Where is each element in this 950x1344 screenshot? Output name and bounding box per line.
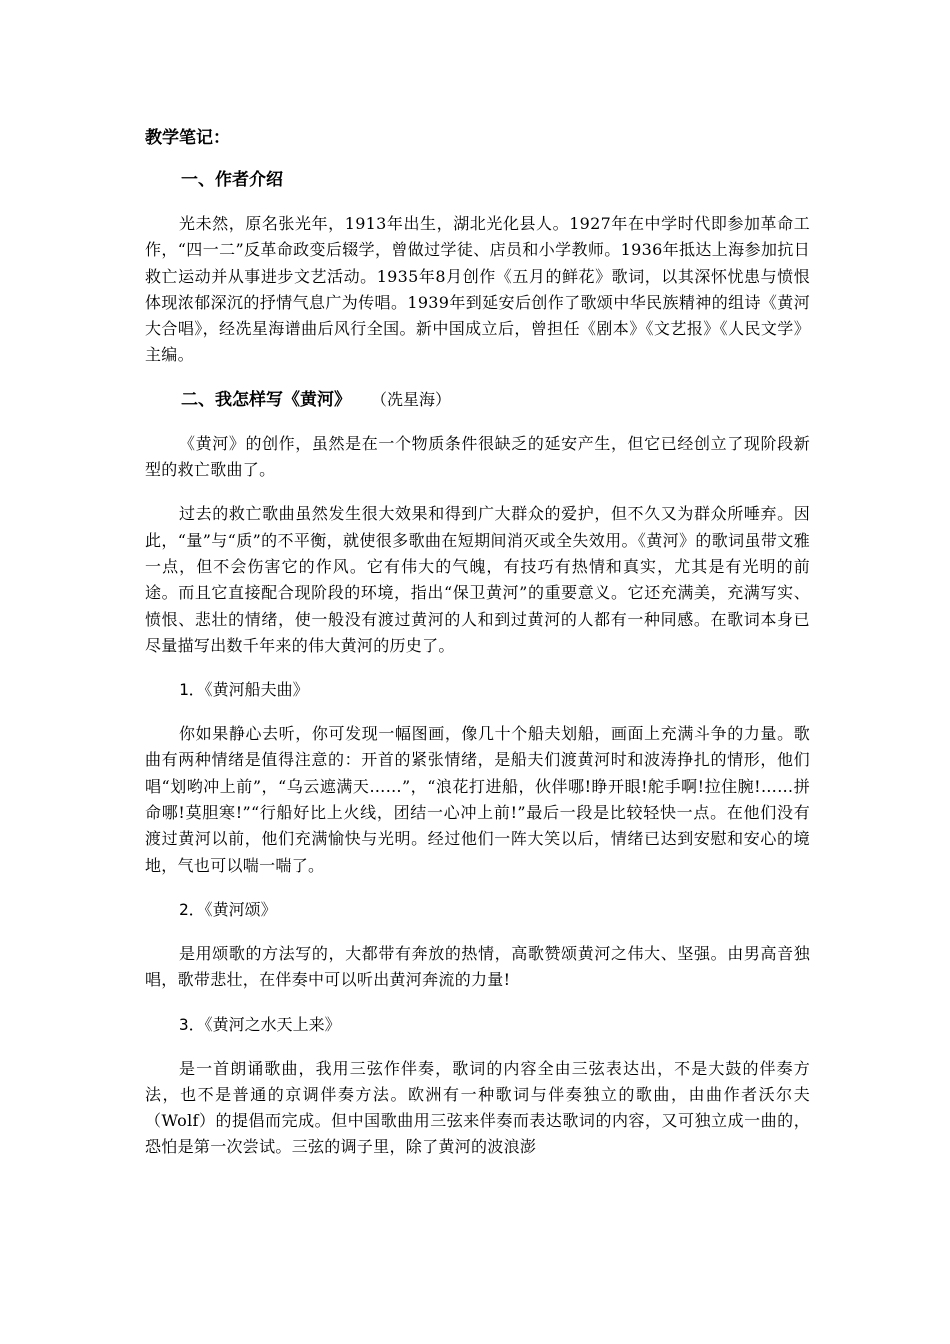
doc-title: 教学笔记： <box>145 128 230 148</box>
item3-paragraph: 是一首朗诵歌曲，我用三弦作伴奏，歌词的内容全由三弦表达出，不是大鼓的伴奏方法，也不是普通的京调伴奏方法。欧洲有一种歌词与伴奏独立的歌曲，由曲作者沃尔夫（Wolf）的提倡而完成。但中国歌曲用三弦来伴奏而表达歌词的内容，又可独立成一曲的，恐怕是第一次尝试。三弦的调子里，除了黄河的波浪澎 <box>145 1058 810 1157</box>
item1-title: 《黄河船夫曲》 <box>204 680 309 700</box>
item1-paragraph: 你如果静心去听，你可发现一幅图画，像几十个船夫划船，画面上充满斗争的力量。歌曲有两种情绪是值得注意的：开首的紧张情绪，是船夫们渡黄河时和波涛挣扎的情形，他们唱“划哟冲上前”，“乌云遮满天……”，“浪花打进船，伙伴哪!睁开眼!舵手啊!拉住腕!……拼命哪!莫胆寒!”“行船好比上火线，团结一心冲上前!”最后一段是比较轻快一点。在他们没有渡过黄河以前，他们充满愉快与光明。经过他们一阵大笑以后，情绪已达到安慰和安心的境地，气也可以喘一喘了。 <box>145 724 810 875</box>
item3-heading <box>145 1012 810 1038</box>
item1-heading <box>145 677 810 703</box>
author-intro-paragraph: 光未然，原名张光年，1913年出生，湖北光化县人。1927年在中学时代即参加革命工作，“四一二”反革命政变后辍学，曾做过学徒、店员和小学教师。1936年抵达上海参加抗日救亡运动并从事进步文艺活动。1935年8月创作《五月的鲜花》歌词，以其深怀忧患与愤恨体现浓郁深沉的抒情气息广为传唱。1939年到延安后创作了歌颂中华民族精神的组诗《黄河大合唱》，经冼星海谱曲后风行全国。新中国成立后，曾担任《剧本》《文艺报》《人民文学》主编。 <box>145 214 810 365</box>
section2-paragraph-1: 《黄河》的创作，虽然是在一个物质条件很缺乏的延安产生，但它已经创立了现阶段新型的救亡歌曲了。 <box>145 433 810 480</box>
item2-heading <box>145 897 810 923</box>
item1-number: 1． <box>179 680 205 700</box>
section1-heading-text: 一、作者介绍 <box>181 170 283 190</box>
item3-title: 《黄河之水天上来》 <box>204 1014 341 1034</box>
section1-heading <box>145 167 810 193</box>
document-page <box>145 125 810 1179</box>
item2-paragraph: 是用颂歌的方法写的，大都带有奔放的热情，高歌赞颂黄河之伟大、坚强。由男高音独唱，歌带悲壮，在伴奏中可以听出黄河奔流的力量! <box>145 943 810 990</box>
section2-paragraph-2: 过去的救亡歌曲虽然发生很大效果和得到广大群众的爱护，但不久又为群众所唾弃。因此，“量”与“质”的不平衡，就使很多歌曲在短期间消灭或全失效用。《黄河》的歌词虽带文雅一点，但不会伤害它的作风。它有伟大的气魄，有技巧有热情和真实，尤其是有光明的前途。而且它直接配合现阶段的环境，指出“保卫黄河”的重要意义。它还充满美，充满写实、愤恨、悲壮的情绪，使一般没有渡过黄河的人和到过黄河的人都有一种同感。在歌词本身已尽量描写出数千年来的伟大黄河的历史了。 <box>145 504 810 655</box>
section2-heading-text: 二、我怎样写《黄河》 <box>181 389 351 410</box>
section2-author: （冼星海） <box>379 389 452 409</box>
item3-number: 3． <box>179 1014 205 1034</box>
item2-title: 《黄河颂》 <box>204 899 277 919</box>
item2-number: 2． <box>179 899 205 919</box>
section2-heading <box>145 387 810 413</box>
